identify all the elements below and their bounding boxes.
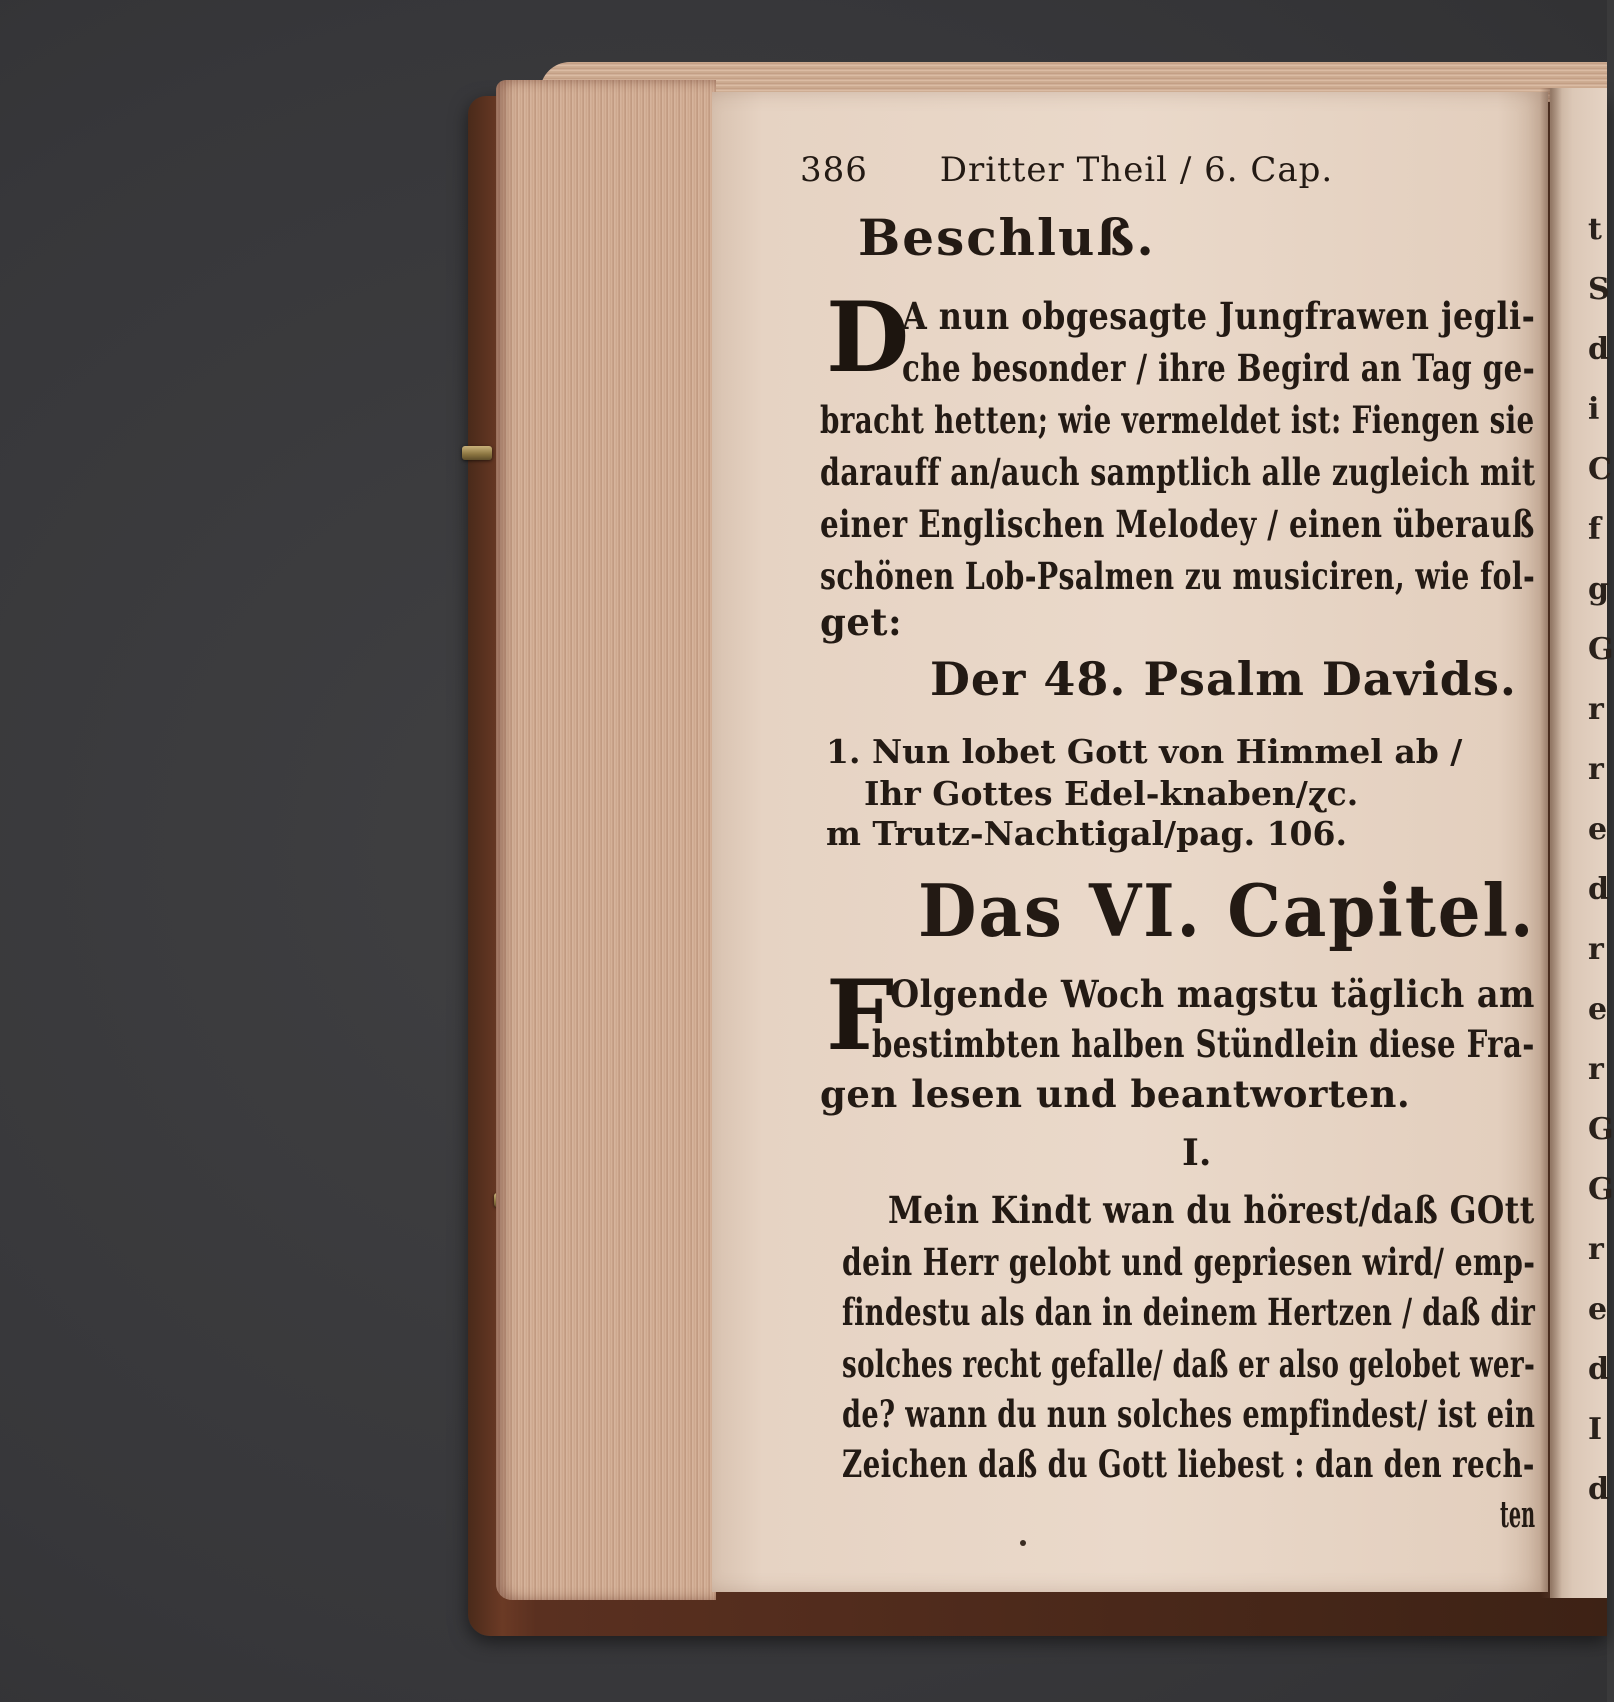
facing-letter: G [1588,1112,1614,1147]
facing-letter: e [1588,812,1608,847]
facing-letter: g [1588,572,1609,607]
facing-letter: d [1588,1472,1609,1507]
facing-letter: f [1588,512,1601,547]
text-line: solches recht gefalle/ daß er also gelobet wer- [842,1342,1536,1386]
facing-letter: G [1588,632,1614,667]
facing-letter: r [1588,752,1604,787]
facing-letter: i [1588,392,1600,427]
dropcap-d: D [826,281,910,394]
ink-speck [1020,1540,1026,1546]
verse-line: m Trutz-Nachtigal/pag. 106. [826,814,1347,853]
running-header [800,150,1333,190]
text-line: che besonder / ihre Begird an Tag ge- [902,346,1536,390]
dropcap-f: F [826,959,895,1072]
verse-line: Ihr Gottes Edel-knaben/ɀc. [864,774,1359,813]
facing-letter: e [1588,992,1608,1027]
catchword: ten [1500,1494,1536,1536]
facing-letter: d [1588,332,1609,367]
text-line: einer Englischen Melodey / einen überauß [820,502,1535,546]
facing-letter: G [1588,1172,1614,1207]
text-line: Olgende Woch magstu täglich am [890,972,1535,1016]
text-line: Zeichen daß du Gott liebest : dan den rech- [842,1442,1535,1486]
text-line: schönen Lob-Psalmen zu musiciren, wie fol- [820,554,1536,598]
page-number: 386 [800,150,868,190]
facing-letter: t [1588,212,1602,247]
verse-line: 1. Nun lobet Gott von Himmel ab / [826,732,1463,771]
facing-page-text [1588,200,1614,1520]
facing-letter: r [1588,1052,1604,1087]
text-line: A nun obgesagte Jungfrawen jegli- [902,294,1536,338]
text-line: de? wann du nun solches empfindest/ ist ein [842,1392,1536,1436]
facing-letter: C [1588,452,1612,487]
facing-letter: S [1588,272,1610,307]
text-line: dein Herr gelobt und gepriesen wird/ emp- [842,1240,1536,1284]
facing-letter: e [1588,1292,1608,1327]
facing-letter: r [1588,1232,1604,1267]
text-line: gen lesen und beantworten. [820,1072,1411,1116]
facing-letter: d [1588,1352,1609,1387]
text-line: bestimbten halben Stündlein diese Fra- [872,1022,1535,1066]
text-line: darauff an/auch samptlich alle zugleich mit [820,450,1536,494]
text-line: Mein Kindt wan du hörest/daß GOtt [888,1188,1535,1232]
text-line: bracht hetten; wie vermeldet ist: Fiengen sie [820,398,1535,442]
running-head: Dritter Theil / 6. Cap. [939,150,1334,190]
facing-letter: r [1588,932,1604,967]
clasp-upper [462,446,492,460]
facing-letter: I [1588,1412,1603,1447]
page-fore-edge [496,80,716,1600]
facing-letter: r [1588,692,1604,727]
text-line: get: [820,600,903,644]
section-title: Beschluß. [858,208,1156,267]
facing-letter: d [1588,872,1609,907]
psalm-title: Der 48. Psalm Davids. [930,652,1517,706]
question-numeral: I. [1182,1132,1212,1174]
text-line: findestu als dan in deinem Hertzen / daß dir [842,1290,1536,1334]
chapter-title: Das VI. Capitel. [918,868,1536,953]
page-gutter [1540,88,1562,1598]
